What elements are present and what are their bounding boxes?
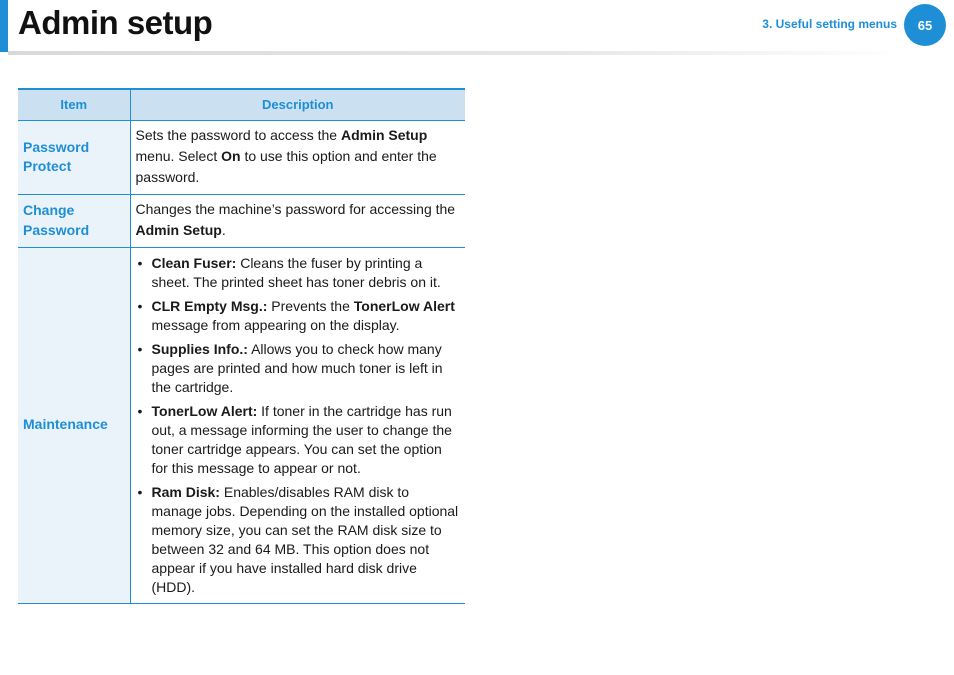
- list-item: [136, 340, 460, 397]
- item-cell: Change Password: [18, 194, 130, 247]
- option-label: CLR Empty Msg.:: [151, 297, 268, 314]
- option-label: Supplies Info.:: [151, 340, 248, 357]
- text-run: message from appearing on the display.: [151, 316, 400, 333]
- column-header-item: Item: [18, 89, 130, 120]
- page-number-badge: 65: [904, 4, 946, 46]
- chapter-label: 3. Useful setting menus: [762, 17, 897, 31]
- text-run: menu. Select: [135, 147, 222, 164]
- text-run: Changes the machine’s password for accessing the: [135, 200, 456, 217]
- text-run: If toner in the cartridge has run out, a message informing the user to change the toner cartridge appears. You can set the option for this message to appear or not.: [151, 402, 452, 476]
- description-cell: [130, 120, 465, 194]
- list-item: [136, 402, 460, 478]
- text-run: Prevents the: [267, 297, 354, 314]
- bullet-icon: •: [137, 402, 143, 419]
- text-run: .: [221, 221, 226, 238]
- table-header-row: [18, 89, 465, 120]
- option-label: TonerLow Alert:: [151, 402, 258, 419]
- header-divider: [8, 51, 908, 55]
- list-item: [136, 297, 460, 335]
- header-accent-bar: [0, 0, 8, 52]
- bold-term: On: [221, 147, 241, 164]
- bullet-icon: •: [137, 483, 143, 500]
- bold-term: TonerLow Alert: [353, 297, 455, 314]
- table-row: [18, 120, 465, 194]
- bullet-icon: •: [137, 297, 143, 314]
- option-label: Ram Disk:: [151, 483, 220, 500]
- text-run: Cleans the fuser by printing a sheet. The printed sheet has toner debris on it.: [151, 254, 441, 290]
- column-header-description: Description: [130, 89, 465, 120]
- text-run: Allows you to check how many pages are printed and how much toner is left in the cartridge.: [151, 340, 443, 395]
- table-row: [18, 194, 465, 247]
- bullet-icon: •: [137, 254, 143, 271]
- description-cell: [130, 247, 465, 603]
- admin-setup-table: [18, 88, 465, 604]
- page-title: Admin setup: [18, 4, 213, 41]
- item-cell: Password Protect: [18, 120, 130, 194]
- text-run: Sets the password to access the: [135, 126, 341, 143]
- option-label: Clean Fuser:: [151, 254, 237, 271]
- list-item: [136, 483, 460, 597]
- item-cell: Maintenance: [18, 247, 130, 603]
- bold-term: Admin Setup: [135, 221, 222, 238]
- list-item: [136, 254, 460, 292]
- description-cell: [130, 194, 465, 247]
- maintenance-option-list: [136, 252, 460, 597]
- table-row: [18, 247, 465, 603]
- bullet-icon: •: [137, 340, 143, 357]
- bold-term: Admin Setup: [340, 126, 428, 143]
- text-run: Enables/disables RAM disk to manage jobs. Depending on the installed optional memory size, you can set the RAM disk size to between 32 and 64 MB. This option does not appear if you have installed hard disk drive (HDD).: [151, 483, 459, 595]
- text-run: to use this option and enter the password.: [135, 147, 437, 185]
